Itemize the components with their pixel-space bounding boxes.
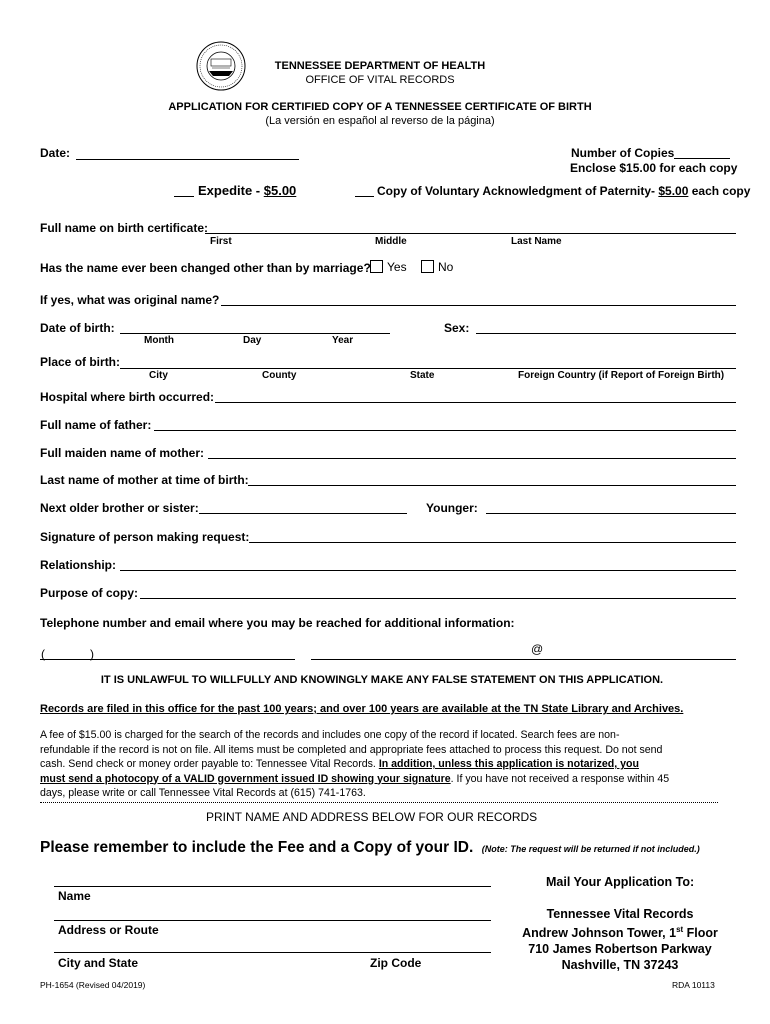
middle-name-caption: Middle xyxy=(375,236,407,247)
spanish-note: (La versión en español al reverso de la página) xyxy=(265,115,495,127)
expedite-option: Expedite - $5.00 xyxy=(198,183,297,198)
copies-fee: Enclose $15.00 for each copy xyxy=(570,161,738,175)
father-field[interactable] xyxy=(154,430,736,431)
vap-option: Copy of Voluntary Acknowledgment of Paternity- $5.00 each copy xyxy=(377,184,751,198)
department-name: TENNESSEE DEPARTMENT OF HEALTH xyxy=(274,60,486,72)
older-sibling-label: Next older brother or sister: xyxy=(40,501,199,515)
full-name-field[interactable] xyxy=(205,233,736,234)
date-label: Date: xyxy=(40,146,71,160)
copies-label: Number of Copies xyxy=(571,146,675,160)
pob-field[interactable] xyxy=(120,368,736,369)
younger-label: Younger: xyxy=(426,501,478,515)
original-name-field[interactable] xyxy=(221,305,736,306)
relationship-label: Relationship: xyxy=(40,558,117,572)
no-label: No xyxy=(438,260,454,274)
city-state-field[interactable] xyxy=(54,952,491,953)
mail-heading: Mail Your Application To: xyxy=(546,875,695,889)
at-symbol: @ xyxy=(531,642,544,656)
unlawful-notice: IT IS UNLAWFUL TO WILLFULLY AND KNOWINGLY MAKE ANY FALSE STATEMENT ON THIS APPLICATION. xyxy=(100,674,664,686)
no-box[interactable] xyxy=(421,260,434,273)
full-name-label: Full name on birth certificate: xyxy=(40,221,209,235)
rda-code: RDA 10113 xyxy=(672,980,715,990)
last-name-caption: Last Name xyxy=(511,236,562,247)
vap-field[interactable] xyxy=(355,196,374,197)
younger-field[interactable] xyxy=(486,513,736,514)
reminder-line xyxy=(40,839,700,857)
signature-field[interactable] xyxy=(249,542,736,543)
county-caption: County xyxy=(262,370,297,381)
month-caption: Month xyxy=(144,335,174,346)
original-name-label: If yes, what was original name? xyxy=(40,293,220,307)
first-name-caption: First xyxy=(210,236,232,247)
foreign-caption: Foreign Country (if Report of Foreign Birth) xyxy=(518,370,725,381)
yes-checkbox[interactable] xyxy=(370,260,407,274)
telephone-label: Telephone number and email where you may be reached for additional information: xyxy=(40,616,515,630)
print-heading: PRINT NAME AND ADDRESS BELOW FOR OUR RECORDS xyxy=(206,810,538,824)
copies-field[interactable] xyxy=(674,158,730,159)
older-sibling-field[interactable] xyxy=(199,513,407,514)
name-field[interactable] xyxy=(54,886,491,887)
dob-label: Date of birth: xyxy=(40,321,115,335)
reminder-note: (Note: The request will be returned if not included.) xyxy=(481,844,700,854)
dob-field[interactable] xyxy=(120,333,390,334)
mother-maiden-label: Full maiden name of mother: xyxy=(40,446,205,460)
purpose-label: Purpose of copy: xyxy=(40,586,139,600)
relationship-field[interactable] xyxy=(120,570,736,571)
yes-label: Yes xyxy=(387,260,407,274)
sex-field[interactable] xyxy=(476,333,736,334)
dotted-divider xyxy=(40,802,718,803)
office-name: OFFICE OF VITAL RECORDS xyxy=(305,74,455,86)
hospital-field[interactable] xyxy=(215,402,736,403)
phone-field[interactable] xyxy=(40,659,295,660)
no-checkbox[interactable] xyxy=(421,260,453,274)
city-state-caption: City and State xyxy=(58,956,139,970)
address-field[interactable] xyxy=(54,920,491,921)
sex-label: Sex: xyxy=(444,321,470,335)
form-title: APPLICATION FOR CERTIFIED COPY OF A TENNESSEE CERTIFICATE OF BIRTH xyxy=(168,101,592,113)
name-caption: Name xyxy=(58,889,91,903)
year-caption: Year xyxy=(332,335,354,346)
reminder-text: Please remember to include the Fee and a Copy of your ID. xyxy=(40,839,474,856)
phone-open-paren: ( xyxy=(41,647,45,661)
day-caption: Day xyxy=(243,335,262,346)
yes-box[interactable] xyxy=(370,260,383,273)
phone-close-paren: ) xyxy=(90,647,94,661)
hospital-label: Hospital where birth occurred: xyxy=(40,390,215,404)
mother-last-label: Last name of mother at time of birth: xyxy=(40,473,249,487)
date-field[interactable] xyxy=(76,159,299,160)
father-label: Full name of father: xyxy=(40,418,152,432)
city-caption: City xyxy=(149,370,168,381)
form-id: PH-1654 (Revised 04/2019) xyxy=(40,980,146,990)
mailing-address: Tennessee Vital Records Andrew Johnson Tower, 1st Floor 710 James Robertson Parkway Nashville, TN 37243 xyxy=(522,907,718,973)
records-notice: Records are filed in this office for the past 100 years; and over 100 years are available at the TN State Library and Archives. xyxy=(40,703,684,715)
name-changed-label: Has the name ever been changed other than by marriage? xyxy=(40,261,371,275)
signature-label: Signature of person making request: xyxy=(40,530,250,544)
zip-caption: Zip Code xyxy=(370,956,422,970)
purpose-field[interactable] xyxy=(140,598,736,599)
expedite-field[interactable] xyxy=(174,196,194,197)
state-caption: State xyxy=(410,370,435,381)
fee-paragraph: A fee of $15.00 is charged for the search of the records and includes one copy of the record if located. Search fees are non- refundable if the record is not on file. All items must be completed and appropriate fees attached to process this request. Do not send cash. Send check or money order payable to: Tennessee Vital Records. In addition, unless this application is notarized, you must send a photocopy of a VALID government issued ID showing your signature. If you have not received a response within 45 days, please write or call Tennessee Vital Records at (615) 741-1763. xyxy=(40,729,670,799)
pob-label: Place of birth: xyxy=(40,355,121,369)
email-field[interactable] xyxy=(311,659,736,660)
mother-last-field[interactable] xyxy=(248,485,736,486)
address-caption: Address or Route xyxy=(58,923,159,937)
mother-maiden-field[interactable] xyxy=(208,458,736,459)
